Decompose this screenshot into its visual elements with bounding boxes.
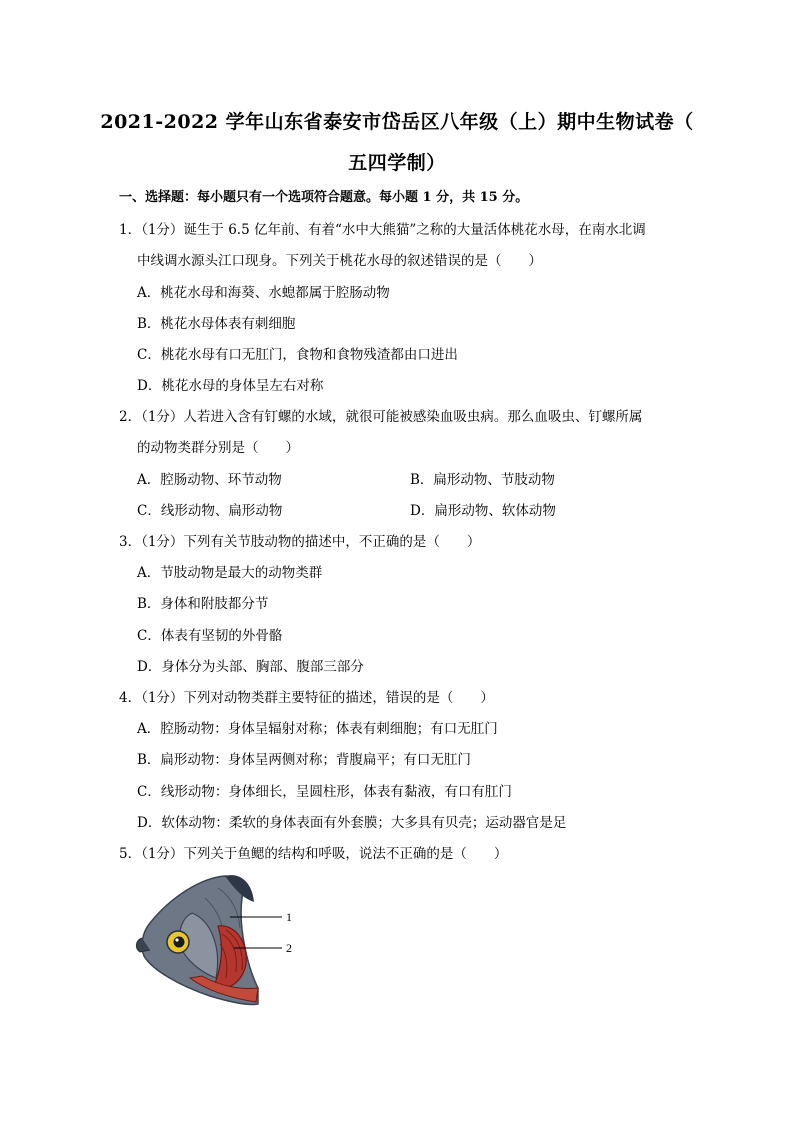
question-5-line-1: 5．（1分）下列关于鱼鳃的结构和呼吸，说法不正确的是（ ）	[119, 846, 508, 862]
question-3-option-a: A．节肢动物是最大的动物类群	[137, 565, 323, 581]
question-4-option-c: C．线形动物：身体细长，呈圆柱形，体表有黏液，有口有肛门	[137, 784, 512, 800]
fish-head-illustration	[130, 868, 310, 1013]
question-2-option-d: D．扁形动物、软体动物	[410, 503, 556, 519]
section-heading: 一、选择题：每小题只有一个选项符合题意。每小题 1 分，共 15 分。	[119, 190, 529, 205]
question-3-option-c: C．体表有坚韧的外骨骼	[137, 628, 283, 644]
page-title-line-2: 五四学制）	[348, 152, 446, 174]
question-1-option-b: B．桃花水母体表有刺细胞	[137, 316, 296, 332]
page-title-line-1: 2021-2022 学年山东省泰安市岱岳区八年级（上）期中生物试卷（	[100, 111, 694, 133]
question-3-line-1: 3．（1分）下列有关节肢动物的描述中，不正确的是（ ）	[119, 534, 481, 550]
question-2-option-b: B．扁形动物、节肢动物	[410, 472, 555, 488]
question-3-option-b: B．身体和附肢都分节	[137, 596, 269, 612]
question-4-option-a: A．腔肠动物：身体呈辐射对称；体表有刺细胞；有口无肛门	[137, 721, 498, 737]
question-4-line-1: 4．（1分）下列对动物类群主要特征的描述，错误的是（ ）	[119, 690, 494, 706]
label-2: 2	[286, 941, 292, 955]
question-3-option-d: D．身体分为头部、胸部、腹部三部分	[137, 659, 364, 675]
label-1: 1	[286, 910, 292, 924]
question-2-line-2: 的动物类群分别是（ ）	[137, 440, 299, 456]
fish-gill-figure	[130, 868, 310, 1013]
question-1-line-2: 中线调水源头江口现身。下列关于桃花水母的叙述错误的是（ ）	[137, 253, 542, 269]
question-2-option-c: C．线形动物、扁形动物	[137, 503, 283, 519]
question-1-option-a: A．桃花水母和海葵、水螅都属于腔肠动物	[137, 285, 390, 301]
question-1-option-d: D．桃花水母的身体呈左右对称	[137, 378, 324, 394]
question-1-option-c: C．桃花水母有口无肛门，食物和食物残渣都由口进出	[137, 347, 458, 363]
question-4-option-d: D．软体动物：柔软的身体表面有外套膜；大多具有贝壳；运动器官是足	[137, 815, 567, 831]
question-2-line-1: 2．（1分）人若进入含有钉螺的水域，就很可能被感染血吸虫病。那么血吸虫、钉螺所属	[119, 409, 643, 425]
question-1-line-1: 1．（1分）诞生于 6.5 亿年前、有着“水中大熊猫”之称的大量活体桃花水母，在南水北调	[119, 222, 646, 238]
question-4-option-b: B．扁形动物：身体呈两侧对称；背腹扁平；有口无肛门	[137, 752, 471, 768]
question-2-option-a: A．腔肠动物、环节动物	[137, 472, 282, 488]
